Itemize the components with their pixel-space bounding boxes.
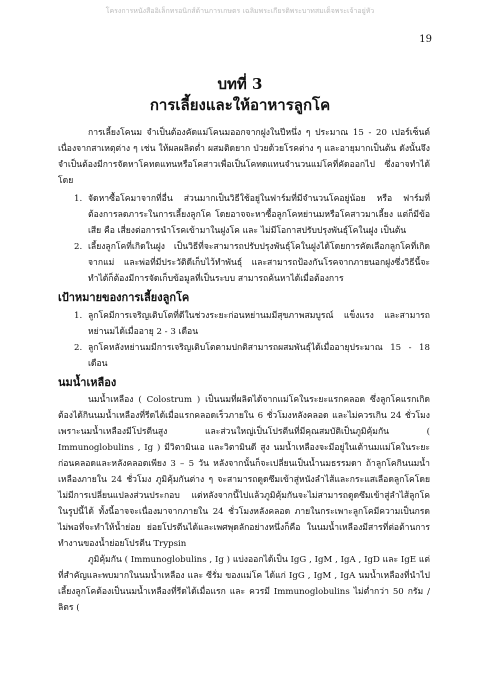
chapter-number: บทที่ 3 — [217, 75, 263, 93]
list-item — [58, 191, 430, 239]
list-item-text: ลูกโคมีการเจริญเติบโตที่ดีในช่วงระยะก่อนหย่านมมีสุขภาพสมบูรณ์ แข็งแรง และสามารถหย่านมได้เมื่ออายุ 2 - 3 เดือน — [88, 311, 430, 337]
immunoglobulin-paragraph: ภูมิคุ้มกัน ( Immunoglobulins , Ig ) แบ่งออกได้เป็น IgG , IgM , IgA , IgD และ IgE แต่ที่สำคัญและพบมากในนมน้ำเหลือง และ ซีรั่ม ของแม่โค ได้แก่ IgG , IgM , IgA นมน้ำเหลืองที่นำไปเลี้ยงลูกโคต้องเป็นนมน้ำเหลืองที่รีดได้เมื่อแรก และ ควรมี Immunoglobulins ไม่ต่ำกว่า 50 กรัม / ลิตร ( — [58, 555, 430, 613]
list-item-number: 2. — [74, 343, 83, 353]
intro-paragraph: การเลี้ยงโคนม จำเป็นต้องคัดแม่โคนมออกจากฝูงในปีหนึ่ง ๆ ประมาณ 15 - 20 เปอร์เซ็นต์ เนื่องจากสาเหตุต่าง ๆ เช่น ให้ผลผลิตต่ำ ผสมติดยาก ป่วยด้วยโรคต่าง ๆ และอายุมากเป็นต้น ดังนั้นจึงจำเป็นต้องมีการจัดหาโคทดแทนหรือโคสาวเพื่อเป็นโคทดแทนจำนวนแม่โคที่คัดออกไป ซึ่งอาจทำได้โดย — [58, 128, 430, 186]
list-item-number: 1. — [74, 311, 83, 321]
header-watermark: โครงการหนังสืออิเล็กทรอนิกส์ด้านการเกษตร เฉลิมพระเกียรติพระบาทสมเด็จพระเจ้าอยู่หัว — [105, 7, 375, 15]
document-body — [58, 125, 430, 616]
chapter-title: การเลี้ยงและให้อาหารลูกโค — [149, 96, 331, 114]
list-item — [58, 308, 430, 340]
colostrum-paragraph: นมน้ำเหลือง ( Colostrum ) เป็นนมที่ผลิตได้จากแม่โคในระยะแรกคลอด ซึ่งลูกโคแรกเกิดต้องได้กินนมน้ำเหลืองที่รีดได้เมื่อแรกคลอดเร็วภายใน 6 ชั่วโมงหลังคลอด และไม่ควรเกิน 24 ชั่วโมง เพราะนมน้ำเหลืองมีโปรตีนสูง และส่วนใหญ่เป็นโปรตีนที่มีคุณสมบัติเป็นภูมิคุ้มกัน ( Immunoglobulins , Ig ) มีวิตามินเอ และวิตามินดี สูง นมน้ำเหลืองจะมีอยู่ในเต้านมแม่โคในระยะก่อนคลอดและหลังคลอดเพียง 3 – 5 วัน หลังจากนั้นก็จะเปลี่ยนเป็นน้ำนมธรรมดา ถ้าลูกโคกินนมน้ำเหลืองภายใน 24 ชั่วโมง ภูมิคุ้มกันต่าง ๆ จะสามารถดูดซึมเข้าสู่หนังลำไส้และกระแสเลือดลูกโคโดยไม่มีการเปลี่ยนแปลงส่วนประกอบ แต่หลังจากนี้ไปแล้วภูมิคุ้มกันจะไม่สามารถดูดซึมเข้าสู่ลำไส้ลูกโคในรูปนี้ได้ ทั้งนี้อาจจะเนื่องมาจากภายใน 24 ชั่วโมงหลังคลอด ภายในกระเพาะลูกโคมีความเป็นกรดไม่พอที่จะทำให้น้ำย่อย ย่อยโปรตีนได้และเพศพุดลักอย่างหนึ่งก็คือ ในนมน้ำเหลืองมีสารที่ต่อต้านการทำงานของน้ำย่อยโปรตีน Trypsin — [58, 395, 430, 549]
section-heading-colostrum: นมน้ำเหลือง — [58, 376, 117, 389]
list-item-text: ลูกโคหลังหย่านมมีการเจริญเติบโตตามปกติสามารถผสมพันธุ์ได้เมื่ออายุประมาณ 15 - 18 เดือน — [88, 343, 430, 369]
list-item-text: จัดหาซื้อโคมาจากที่อื่น ส่วนมากเป็นวิธีใช้อยู่ในฟาร์มที่มีจำนวนโคอยู่น้อย หรือ ฟาร์มที่ต้องการลดภาระในการเลี้ยงลูกโค โดยอาจจะหาซื้อลูกโคหย่านมหรือโคสาวมาเลี้ยง แต่ก็มีข้อเสีย คือ เสี่ยงต่อการนำโรคเข้ามาในฝูงโค และ ไม่มีโอกาสปรับปรุงพันธุ์โคในฝูง เป็นต้น — [88, 194, 430, 236]
list-item-number: 1. — [74, 194, 83, 204]
goals-list — [58, 308, 430, 372]
page-number: 19 — [419, 34, 432, 45]
replacement-methods-list — [58, 191, 430, 287]
list-item — [58, 340, 430, 372]
list-item — [58, 239, 430, 287]
list-item-text: เลี้ยงลูกโคที่เกิดในฝูง เป็นวิธีที่จะสามารถปรับปรุงพันธุ์โคในฝูงได้โดยการคัดเลือกลูกโคที่เกิดจากแม่ และพ่อที่มีประวัติดีเก็บไว้ทำพันธุ์ และสามารถป้องกันโรคจากภายนอกฝูงซึ่งวิธีนี้จะทำได้ก็ต้องมีการจัดเก็บข้อมูลที่เป็นระบบ สามารถค้นหาได้เมื่อต้องการ — [88, 242, 430, 284]
list-item-number: 2. — [74, 242, 83, 252]
section-heading-goals: เป้าหมายของการเลี้ยงลูกโค — [58, 291, 190, 304]
